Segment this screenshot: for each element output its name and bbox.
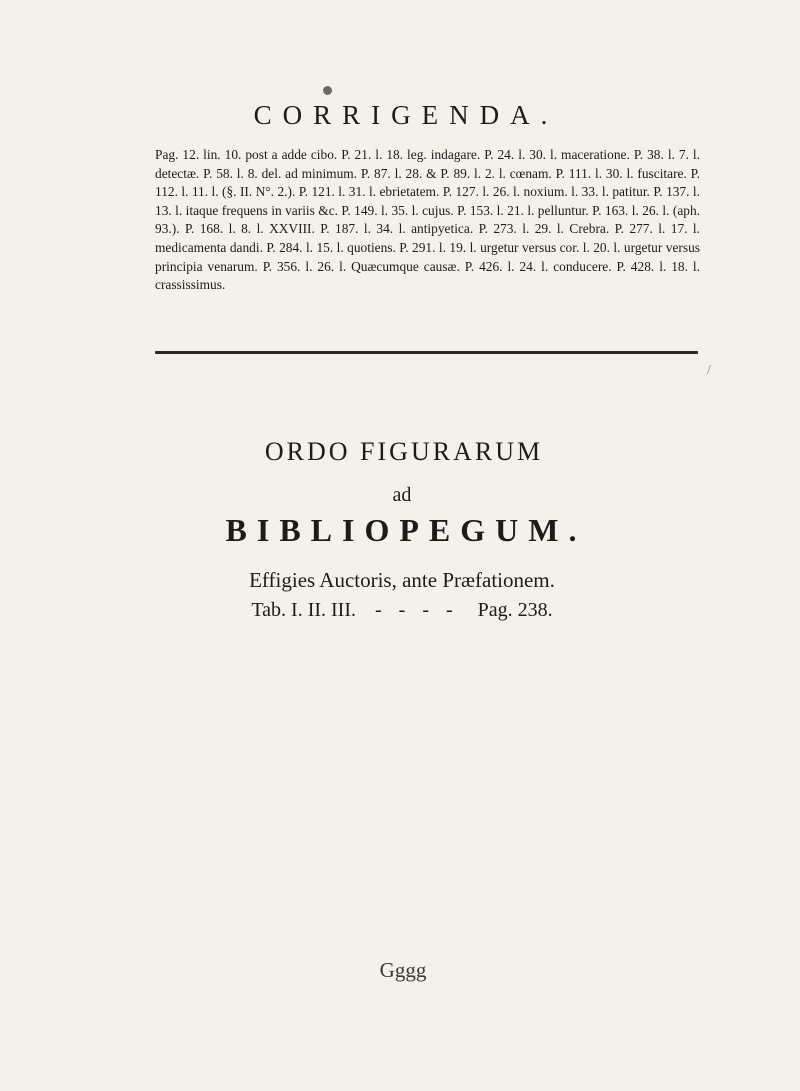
figure-entry-effigies: Effigies Auctoris, ante Præfationem. xyxy=(249,568,555,592)
figure-entry-leader-dashes: - - - - xyxy=(375,599,459,621)
figure-entry-page-ref: Pag. 238. xyxy=(477,599,553,621)
figure-entry-tab-label: Tab. I. II. III. xyxy=(251,599,357,621)
figure-entry-tables xyxy=(0,599,800,622)
ordo-ad-word: ad xyxy=(392,484,412,506)
bibliopegum-heading: BIBLIOPEGUM. xyxy=(225,512,587,548)
corrigenda-heading: CORRIGENDA. xyxy=(253,100,559,130)
corrigenda-text: Pag. 12. lin. 10. post a adde cibo. P. 21. l. 18. leg. indagare. P. 24. l. 30. l. maceratione. P. 38. l. 7. l. detectæ. P. 58. l. 8. del. ad minimum. P. 87. l. 28. & P. 89. l. 2. l. cœnam. P. 111. l. 30. l. fuscitare. P. 112. l. 11. l. (§. II. N°. 2.). P. 121. l. 31. l. ebrietatem. P. 127. l. 26. l. noxium. l. 33. l. patitur. P. 137. l. 13. l. itaque frequens in variis &c. P. 149. l. 35. l. cujus. P. 153. l. 21. l. pelluntur. P. 163. l. 26. l. (aph. 93.). P. 168. l. 8. l. XXVIII. P. 187. l. 34. l. antipyetica. P. 273. l. 29. l. Crebra. P. 277. l. 17. l. medicamenta dandi. P. 284. l. 15. l. quotiens. P. 291. l. 19. l. urgetur versus cor. l. 20. l. urgetur versus principia venarum. P. 356. l. 26. l. Quæcumque causæ. P. 426. l. 24. l. conducere. P. 428. l. 18. l. crassissimus. xyxy=(155,147,700,293)
signature-mark: Gggg xyxy=(379,958,427,982)
ordo-figurarum-heading: ORDO FIGURARUM xyxy=(264,437,544,466)
section-divider-rule xyxy=(155,351,698,354)
stray-mark: / xyxy=(707,363,711,378)
ink-dot xyxy=(323,86,332,95)
